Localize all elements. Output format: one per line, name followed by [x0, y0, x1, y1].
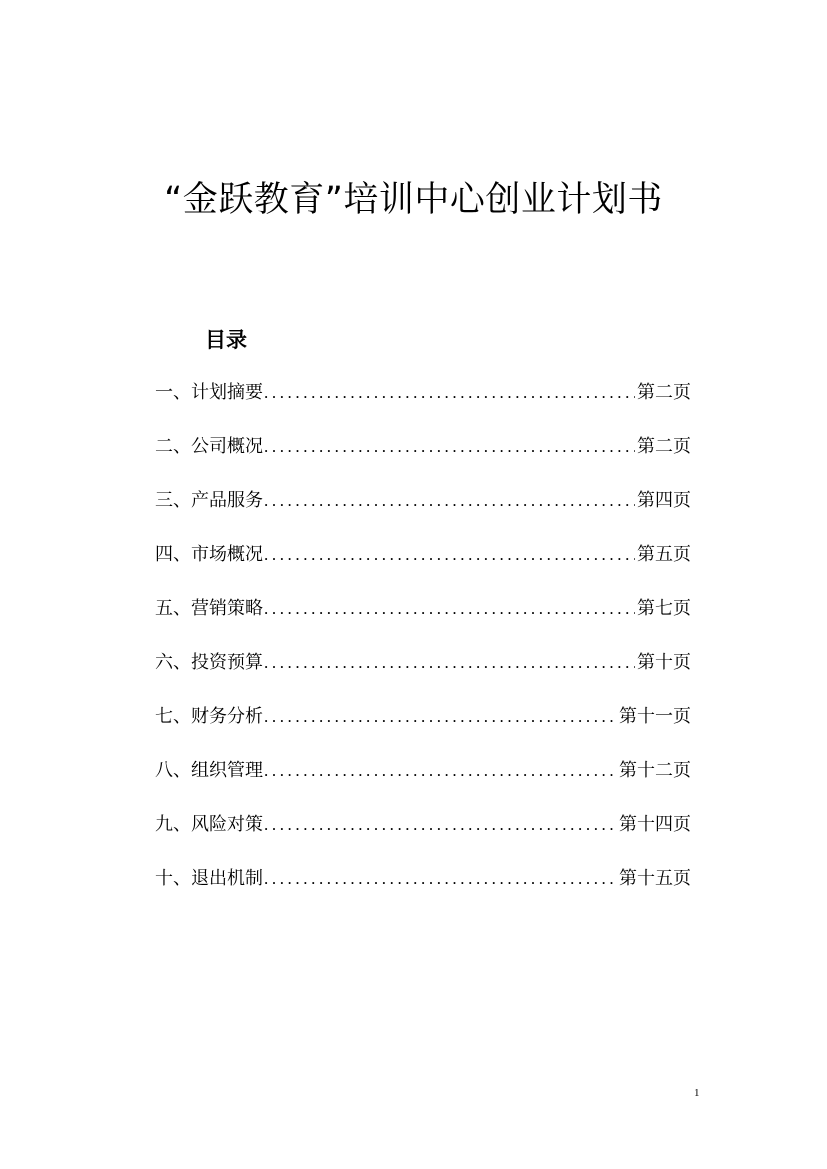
toc-entry-page: 第五页 [637, 544, 691, 565]
toc-entry-page: 第十页 [637, 652, 691, 673]
toc-entry [155, 596, 691, 650]
toc-entry-page: 第十五页 [619, 868, 691, 889]
toc-entry [155, 704, 691, 758]
toc-entry-page: 第十二页 [619, 760, 691, 781]
toc-entry [155, 866, 691, 920]
toc-entry-label: 八、组织管理 [155, 760, 263, 781]
toc-dot-leader [264, 380, 635, 406]
toc-entry-page: 第十一页 [619, 706, 691, 727]
toc-dot-leader [264, 650, 635, 676]
toc-dot-leader [264, 704, 617, 730]
toc-heading: 目录 [205, 328, 247, 352]
toc-entry [155, 488, 691, 542]
toc-entry-label: 四、市场概况 [155, 544, 263, 565]
toc-entry-label: 九、风险对策 [155, 814, 263, 835]
document-title: “金跃教育”培训中心创业计划书 [164, 180, 663, 220]
toc-dot-leader [264, 758, 617, 784]
toc-entry-label: 二、公司概况 [155, 436, 263, 457]
toc-entry-label: 六、投资预算 [155, 652, 263, 673]
toc-entry [155, 758, 691, 812]
toc-dot-leader [264, 542, 635, 568]
toc-entry-page: 第十四页 [619, 814, 691, 835]
toc-dot-leader [264, 812, 617, 838]
toc-entry [155, 434, 691, 488]
toc-dot-leader [264, 434, 635, 460]
toc-entry [155, 380, 691, 434]
toc-dot-leader [264, 488, 635, 514]
toc-entry-page: 第七页 [637, 598, 691, 619]
toc-dot-leader [264, 866, 617, 892]
toc-entry [155, 650, 691, 704]
toc-entry-page: 第四页 [637, 490, 691, 511]
toc-entry-label: 五、营销策略 [155, 598, 263, 619]
toc-entry-page: 第二页 [637, 436, 691, 457]
toc-entry-page: 第二页 [637, 382, 691, 403]
table-of-contents [155, 380, 691, 920]
toc-entry [155, 812, 691, 866]
toc-entry-label: 三、产品服务 [155, 490, 263, 511]
toc-entry-label: 一、计划摘要 [155, 382, 263, 403]
toc-entry-label: 七、财务分析 [155, 706, 263, 727]
page-number: 1 [694, 1087, 700, 1099]
toc-dot-leader [264, 596, 635, 622]
toc-entry-label: 十、退出机制 [155, 868, 263, 889]
toc-entry [155, 542, 691, 596]
